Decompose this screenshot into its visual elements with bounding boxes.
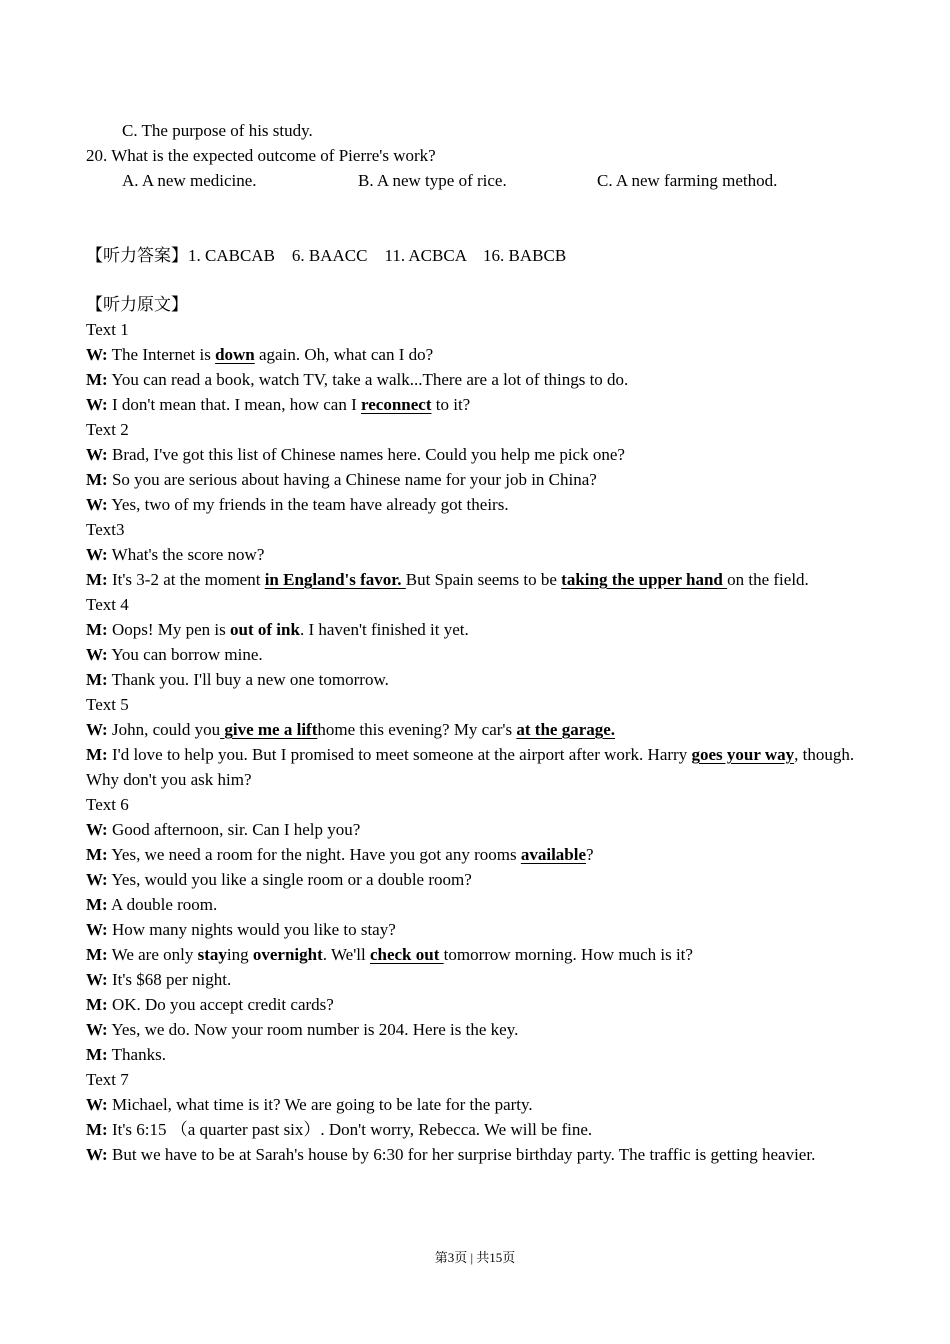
transcript-section-label — [86, 792, 864, 817]
text-segment: on the field. — [727, 570, 809, 589]
text-segment: Text 1 — [86, 320, 129, 339]
transcript-line — [86, 467, 864, 492]
text-segment: It's 6:15 （a quarter past six）. Don't worry, Rebecca. We will be fine. — [107, 1120, 593, 1139]
transcript-line — [86, 1117, 864, 1142]
speaker-label: M: — [86, 370, 108, 389]
text-segment: The Internet is — [107, 345, 216, 364]
text-segment: Good afternoon, sir. Can I help you? — [107, 820, 361, 839]
option-c: C. A new farming method. — [597, 171, 778, 190]
text-segment: stay — [197, 945, 227, 964]
speaker-label: M: — [86, 845, 108, 864]
text-segment: But Spain seems to be — [405, 570, 562, 589]
text-segment: Oops! My pen is — [107, 620, 231, 639]
transcript-section-label — [86, 592, 864, 617]
text-segment: Yes, we need a room for the night. Have you got any rooms — [107, 845, 521, 864]
text-segment: Brad, I've got this list of Chinese names here. Could you help me pick one? — [107, 445, 625, 464]
speaker-label: M: — [86, 620, 108, 639]
text-segment: goes your way — [691, 745, 795, 764]
page-footer: 第3页 | 共15页 — [434, 1250, 516, 1265]
transcript-line — [86, 617, 864, 642]
transcript-line — [86, 892, 864, 917]
text-segment: Text 2 — [86, 420, 129, 439]
transcript-line — [86, 1042, 864, 1067]
text-segment: to it? — [431, 395, 471, 414]
text-segment: , though. Why don't you ask him? — [86, 745, 859, 789]
text-segment: again. Oh, what can I do? — [254, 345, 434, 364]
speaker-label: M: — [86, 995, 108, 1014]
transcript-line — [86, 667, 864, 692]
text-segment: So you are serious about having a Chinese name for your job in China? — [107, 470, 597, 489]
text-segment: A double room. — [107, 895, 218, 914]
transcript-section-label — [86, 317, 864, 342]
transcript-line — [86, 642, 864, 667]
speaker-label: W: — [86, 920, 108, 939]
text-segment: John, could you — [107, 720, 221, 739]
speaker-label: W: — [86, 970, 108, 989]
speaker-label: W: — [86, 395, 108, 414]
speaker-label: W: — [86, 870, 108, 889]
text-segment: I'd love to help you. But I promised to meet someone at the airport after work. Harry — [107, 745, 692, 764]
text-segment: ? — [586, 845, 594, 864]
question-20: 20. What is the expected outcome of Pierre's work? — [86, 146, 436, 165]
transcript-line — [86, 392, 864, 417]
transcript-line — [86, 442, 864, 467]
speaker-label: W: — [86, 445, 108, 464]
speaker-label: W: — [86, 645, 108, 664]
text-segment: taking the upper hand — [561, 570, 728, 589]
transcript-section-label — [86, 692, 864, 717]
text-segment: Text 5 — [86, 695, 129, 714]
transcript-line — [86, 1142, 864, 1167]
transcript-lines — [86, 317, 864, 1167]
transcript-line — [86, 967, 864, 992]
speaker-label: W: — [86, 545, 108, 564]
text-segment: . I haven't finished it yet. — [299, 620, 469, 639]
text-segment: What's the score now? — [107, 545, 265, 564]
text-segment: I don't mean that. I mean, how can I — [107, 395, 361, 414]
option-c-line: C. The purpose of his study. — [122, 121, 313, 140]
text-segment: check out — [369, 945, 444, 964]
text-segment: It's $68 per night. — [107, 970, 232, 989]
transcript-line — [86, 942, 864, 967]
text-segment: Yes, two of my friends in the team have already got theirs. — [107, 495, 509, 514]
text-segment: We are only — [107, 945, 198, 964]
speaker-label: M: — [86, 945, 108, 964]
transcript-line — [86, 1017, 864, 1042]
text-segment: OK. Do you accept credit cards? — [107, 995, 334, 1014]
text-segment: overnight — [252, 945, 323, 964]
text-segment: give me a lift — [220, 720, 318, 739]
text-segment: tomorrow morning. How much is it? — [443, 945, 693, 964]
speaker-label: W: — [86, 720, 108, 739]
transcript-line — [86, 992, 864, 1017]
text-segment: It's 3-2 at the moment — [107, 570, 265, 589]
speaker-label: M: — [86, 895, 108, 914]
text-segment: Yes, we do. Now your room number is 204. Here is the key. — [107, 1020, 519, 1039]
text-segment: . We'll — [322, 945, 370, 964]
text-segment: reconnect — [361, 395, 432, 414]
transcript-line — [86, 492, 864, 517]
transcript-line — [86, 1092, 864, 1117]
speaker-label: W: — [86, 495, 108, 514]
text-segment: Text3 — [86, 520, 125, 539]
text-segment: Text 4 — [86, 595, 129, 614]
transcript-heading: 【听力原文】 — [86, 295, 188, 314]
text-segment: out of ink — [230, 620, 300, 639]
speaker-label: W: — [86, 1145, 108, 1164]
speaker-label: M: — [86, 1045, 108, 1064]
text-segment: at the garage. — [516, 720, 616, 739]
speaker-label: M: — [86, 470, 108, 489]
option-b: B. A new type of rice. — [358, 171, 507, 190]
text-segment: in England's favor. — [264, 570, 406, 589]
text-segment: You can borrow mine. — [107, 645, 263, 664]
text-segment: home this evening? My car's — [317, 720, 517, 739]
transcript-line — [86, 817, 864, 842]
transcript-section-label — [86, 1067, 864, 1092]
transcript-section-label — [86, 517, 864, 542]
text-segment: How many nights would you like to stay? — [107, 920, 396, 939]
transcript-line — [86, 342, 864, 367]
text-segment: Text 7 — [86, 1070, 129, 1089]
listening-answers-line: 【听力答案】1. CABCAB 6. BAACC 11. ACBCA 16. BABCB — [86, 246, 567, 265]
text-segment: Thank you. I'll buy a new one tomorrow. — [107, 670, 389, 689]
transcript-line — [86, 867, 864, 892]
transcript-line — [86, 367, 864, 392]
transcript-line — [86, 917, 864, 942]
text-segment: You can read a book, watch TV, take a walk...There are a lot of things to do. — [107, 370, 629, 389]
speaker-label: W: — [86, 345, 108, 364]
transcript-line — [86, 542, 864, 567]
transcript-line — [86, 567, 864, 592]
transcript-section-label — [86, 417, 864, 442]
text-segment: Thanks. — [107, 1045, 166, 1064]
text-segment: available — [520, 845, 587, 864]
transcript-line — [86, 842, 864, 867]
speaker-label: M: — [86, 570, 108, 589]
text-segment: Text 6 — [86, 795, 129, 814]
speaker-label: W: — [86, 820, 108, 839]
transcript-line — [86, 742, 864, 792]
speaker-label: M: — [86, 670, 108, 689]
speaker-label: M: — [86, 745, 108, 764]
text-segment: down — [215, 345, 255, 364]
text-segment: ing — [226, 945, 253, 964]
text-segment: Yes, would you like a single room or a double room? — [107, 870, 472, 889]
text-segment: But we have to be at Sarah's house by 6:30 for her surprise birthday party. The traffic is getting heavier. — [107, 1145, 816, 1164]
transcript-line — [86, 717, 864, 742]
speaker-label: W: — [86, 1020, 108, 1039]
speaker-label: W: — [86, 1095, 108, 1114]
question-20-options — [122, 168, 864, 193]
text-segment: Michael, what time is it? We are going to be late for the party. — [107, 1095, 533, 1114]
option-a: A. A new medicine. — [122, 171, 257, 190]
speaker-label: M: — [86, 1120, 108, 1139]
question-block — [86, 118, 864, 193]
